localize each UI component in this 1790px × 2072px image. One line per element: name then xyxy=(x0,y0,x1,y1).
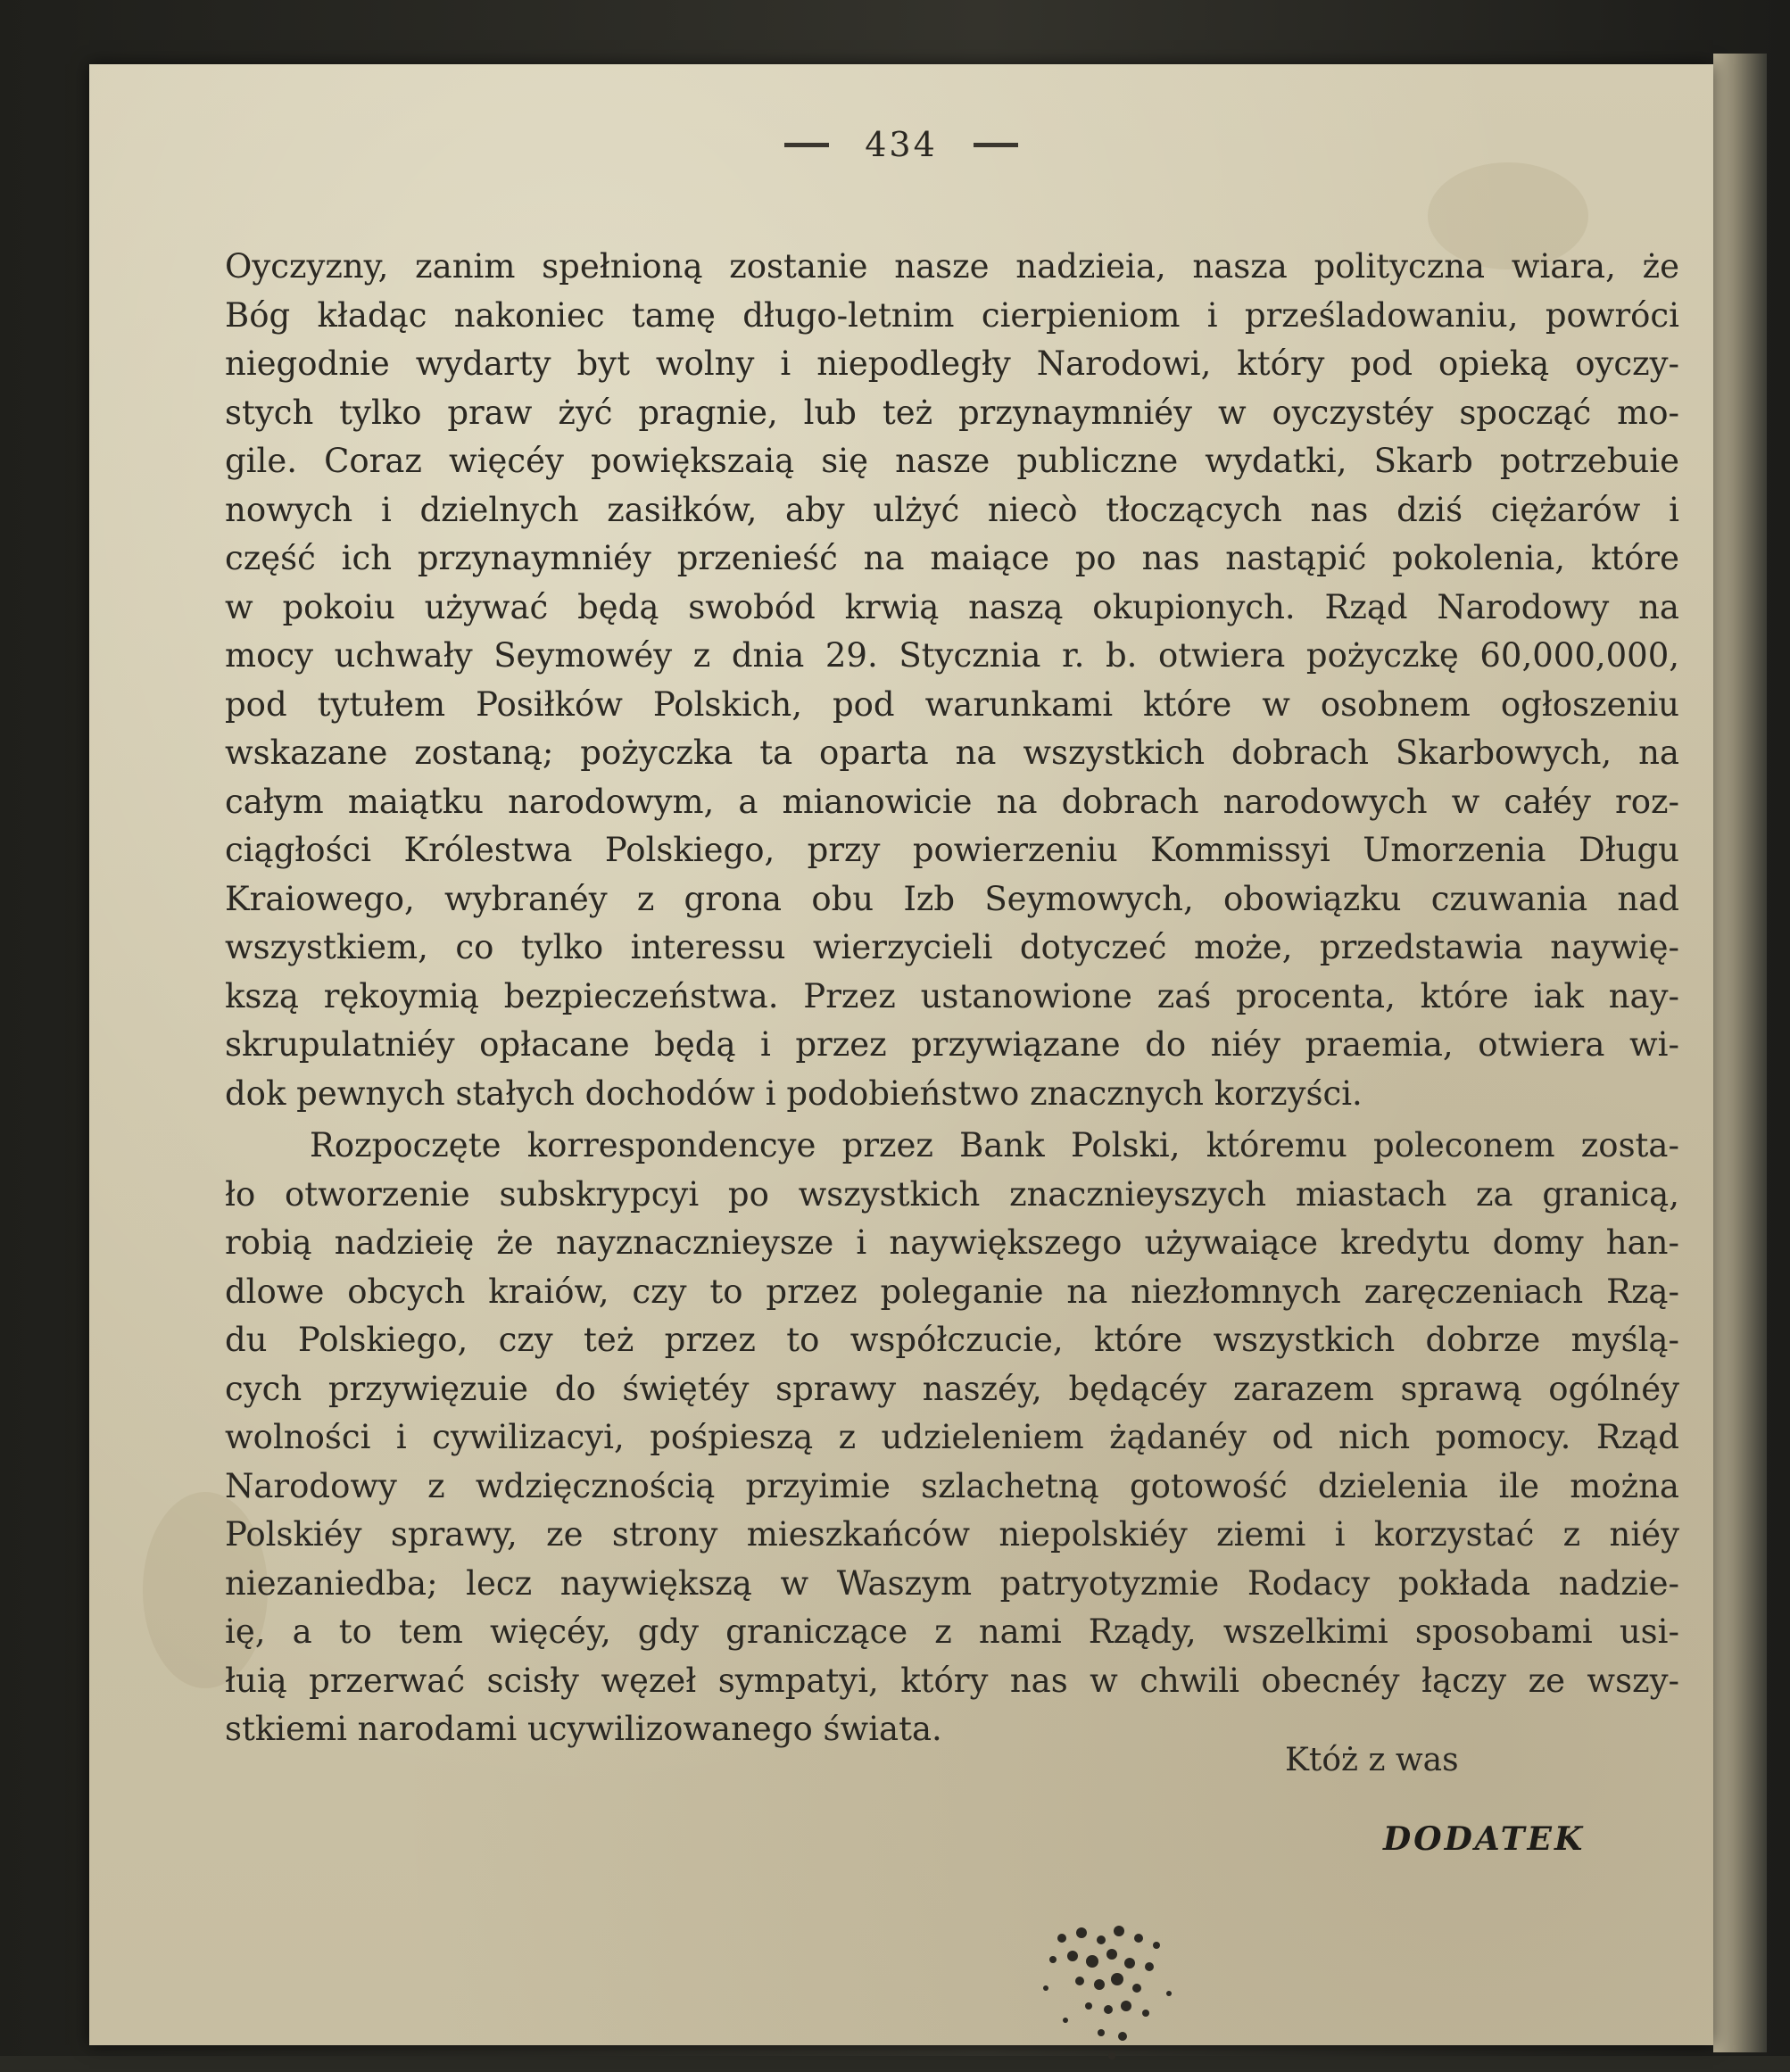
text-line: wskazane zostaną; pożyczka ta oparta na wszystkich dobrach Skarbowych, na xyxy=(225,733,1679,772)
text-line: ię, a to tem więcéy, gdy graniczące z nami Rządy, wszelkimi sposobami usi- xyxy=(225,1612,1679,1651)
text-line: łuią przerwać scisły węzeł sympatyi, który nas w chwili obecnéy łączy ze wszy- xyxy=(225,1661,1679,1700)
body-text xyxy=(225,243,1679,1754)
text-line: stych tylko praw żyć pragnie, lub też przynaymniéy w oyczystéy spocząć mo- xyxy=(225,393,1679,432)
text-line: dok pewnych stałych dochodów i podobieństwo znacznych korzyści. xyxy=(225,1073,1363,1113)
text-line: Polskiéy sprawy, ze strony mieszkańców niepolskiéy ziemi i korzystać z niéy xyxy=(225,1515,1679,1554)
page-number: 434 xyxy=(865,125,938,164)
printers-ornament xyxy=(1026,1920,1205,2072)
text-line: mocy uchwały Seymowéy z dnia 29. Stycznia r. b. otwiera pożyczkę 60,000,000, xyxy=(225,636,1679,675)
text-line: Narodowy z wdzięcznością przyimie szlachetną gotowość dzielenia ile można xyxy=(225,1466,1679,1505)
sign-off-text: Któż z was xyxy=(1285,1742,1459,1778)
catchword: DODATEK xyxy=(1383,1820,1586,1858)
text-line: wolności i cywilizacyi, pośpieszą z udzieleniem żądanéy od nich pomocy. Rząd xyxy=(225,1418,1679,1456)
text-line: gile. Coraz więcéy powiększaią się nasze publiczne wydatki, Skarb potrzebuie xyxy=(225,442,1679,480)
text-line: kszą rękoymią bezpieczeństwa. Przez ustanowione zaś procenta, które iak nay- xyxy=(225,976,1679,1015)
text-line: część ich przynaymniéy przenieść na maiące po nas nastąpić pokolenia, które xyxy=(225,539,1679,577)
text-line: niezaniedba; lecz naywiększą w Waszym patryotyzmie Rodacy pokłada nadzie- xyxy=(225,1563,1679,1603)
text-line: dlowe obcych kraiów, czy to przez poleganie na niezłomnych zaręczeniach Rzą- xyxy=(225,1272,1679,1311)
header-dash-left xyxy=(784,143,829,147)
text-line: ło otworzenie subskrypcyi po wszystkich znacznieyszych miastach za granicą, xyxy=(225,1174,1679,1214)
text-line: Bóg kładąc nakoniec tamę długo-letnim cierpieniom i prześladowaniu, powróci xyxy=(225,295,1679,335)
text-line: w pokoiu używać będą swobód krwią naszą okupionych. Rząd Narodowy na xyxy=(225,587,1679,626)
text-line: Rozpoczęte korrespondencye przez Bank Polski, któremu poleconem zosta- xyxy=(310,1126,1679,1164)
text-line: robią nadzieię że nayznacznieysze i naywiększego używaiące kredytu domy han- xyxy=(225,1223,1679,1262)
text-line: stkiemi narodami ucywilizowanego świata. xyxy=(225,1710,942,1748)
text-line: ciągłości Królestwa Polskiego, przy powierzeniu Kommissyi Umorzenia Długu xyxy=(225,831,1679,869)
text-line: Oyczyzny, zanim spełnioną zostanie nasze nadzieia, nasza polityczna wiara, że xyxy=(225,247,1679,286)
paragraph-2 xyxy=(225,1122,1679,1754)
header-dash-right xyxy=(974,143,1018,147)
paragraph-1 xyxy=(225,243,1679,1118)
text-line: skrupulatniéy opłacane będą i przez przywiązane do niéy praemia, otwiera wi- xyxy=(225,1025,1679,1064)
text-line: pod tytułem Posiłków Polskich, pod warunkami które w osobnem ogłoszeniu xyxy=(225,684,1679,724)
text-line: du Polskiego, czy też przez to współczucie, które wszystkich dobrze myślą- xyxy=(225,1321,1679,1359)
book-edge xyxy=(1713,54,1767,2052)
text-line: cych przywięzuie do świętéy sprawy naszéy, będącéy zarazem sprawą ogólnéy xyxy=(225,1369,1679,1408)
text-line: nowych i dzielnych zasiłków, aby ulżyć niecò tłoczących nas dziś ciężarów i xyxy=(225,490,1679,529)
text-line: całym maiątku narodowym, a mianowicie na dobrach narodowych w całéy roz- xyxy=(225,782,1679,821)
page-header xyxy=(89,109,1713,180)
text-line: wszystkiem, co tylko interessu wierzycieli dotyczeć może, przedstawia naywię- xyxy=(225,928,1679,966)
text-line: niegodnie wydarty byt wolny i niepodległy Narodowi, który pod opieką oyczy- xyxy=(225,344,1679,383)
text-line: Kraiowego, wybranéy z grona obu Izb Seymowych, obowiązku czuwania nad xyxy=(225,879,1679,918)
document-page xyxy=(89,64,1713,2045)
